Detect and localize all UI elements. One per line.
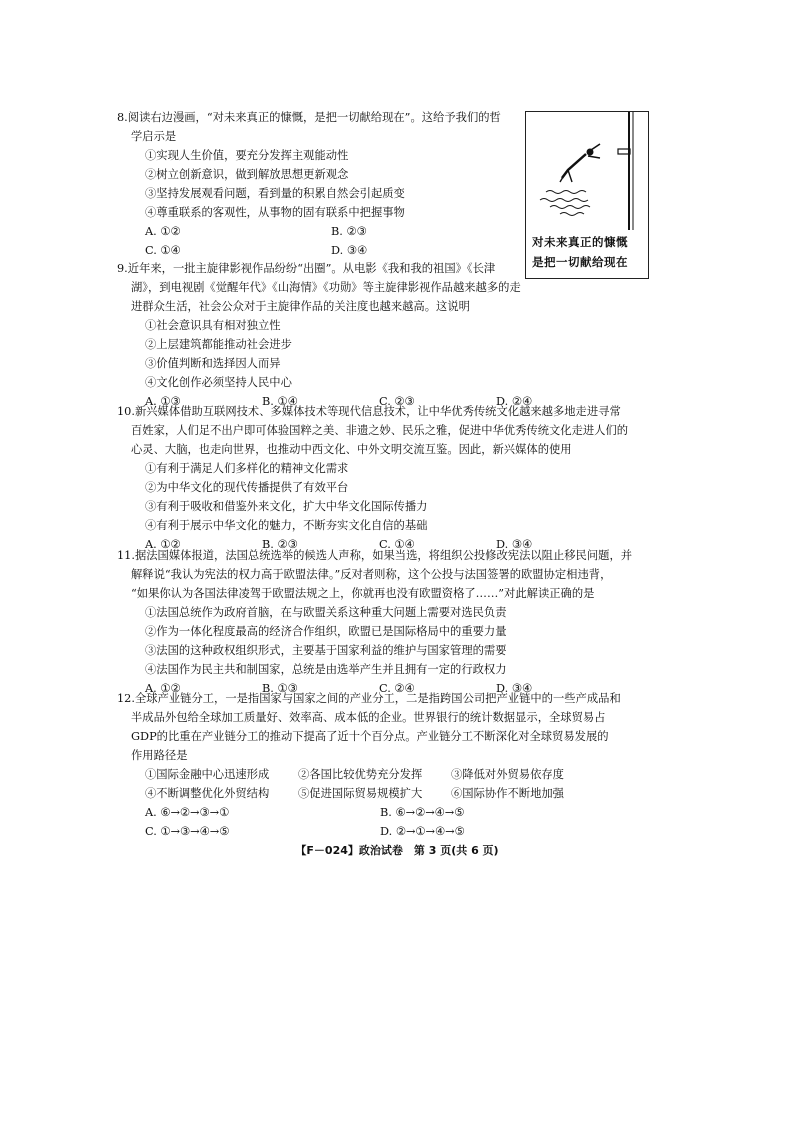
q12-item-3: ③降低对外贸易依存度	[451, 768, 564, 781]
q10-option-1: ①有利于满足人们多样化的精神文化需求	[145, 462, 349, 475]
q11-option-2: ②作为一体化程度最高的经济合作组织，欧盟已是国际格局中的重要力量	[145, 625, 507, 638]
cartoon-caption-line1: 对未来真正的慷慨	[532, 235, 628, 249]
q8-option-2: ②树立创新意识，做到解放思想更新观念	[145, 168, 349, 181]
q9-stem-line3: 进群众生活，社会公众对于主旋律作品的关注度也越来越高。这说明	[131, 300, 470, 313]
q9-choice-c: C. ②③	[379, 395, 415, 408]
q9-stem	[117, 259, 727, 316]
q9-stem-line2: 湖》，到电视剧《觉醒年代》《山海情》《功勋》等主旋律影视作品越来越多的走	[131, 281, 521, 294]
q12-stem-line3: GDP的比重在产业链分工的推动下提高了近十个百分点。产业链分工不断深化对全球贸易发展的	[131, 730, 609, 743]
q11-choice-a: A. ①②	[145, 682, 181, 695]
q12-choice-a: A. ⑥→②→③→①	[145, 806, 230, 819]
q8-option-4: ④尊重联系的客观性，从事物的固有联系中把握事物	[145, 206, 405, 219]
q9-option-4: ④文化创作必须坚持人民中心	[145, 376, 292, 389]
q8-choices-row2	[117, 241, 517, 260]
q12-stem-line2: 半成品外包给全球加工质量好、效率高、成本低的企业。世界银行的统计数据显示，全球贸易占	[131, 711, 606, 724]
q11-stem-line2: 解释说“我认为宪法的权力高于欧盟法律。”反对者则称，这个公投与法国签署的欧盟协定相违背，	[131, 568, 612, 581]
q12-item-2: ②各国比较优势充分发挥	[298, 768, 423, 781]
q11-stem	[117, 546, 727, 603]
q8-choice-d: D. ③④	[331, 244, 368, 257]
question-9	[117, 259, 727, 411]
q8-stem	[117, 108, 517, 146]
q8-choice-c: C. ①④	[145, 244, 181, 257]
q9-choice-a: A. ①③	[145, 395, 181, 408]
q12-choice-c: C. ①→③→④→⑤	[145, 825, 230, 838]
q11-choice-d: D. ③④	[496, 682, 533, 695]
q11-stem-line1: 11.据法国媒体报道，法国总统选举的候选人声称，如果当选，将组织公投修改宪法以阻止移民问题，并	[117, 549, 633, 562]
q10-stem-line1: 10.新兴媒体借助互联网技术、多媒体技术等现代信息技术，让中华优秀传统文化越来越多地走进寻常	[117, 405, 621, 418]
q12-choices-row2	[117, 822, 727, 841]
q10-stem-line2: 百姓家，人们足不出户即可体验国粹之美、非遗之妙、民乐之雅，促进中华优秀传统文化走进人们的	[131, 424, 629, 437]
q10-option-3: ③有利于吸收和借鉴外来文化，扩大中华文化国际传播力	[145, 500, 428, 513]
q9-choice-b: B. ①④	[262, 395, 298, 408]
q8-option-3: ③坚持发展观看问题，看到量的积累自然会引起质变	[145, 187, 405, 200]
question-12	[117, 689, 727, 841]
cartoon-caption-line2: 是把一切献给现在	[532, 255, 628, 269]
q8-choice-b: B. ②③	[331, 225, 367, 238]
q11-choice-b: B. ①③	[262, 682, 298, 695]
q8-stem-line2: 学启示是	[131, 130, 177, 143]
q10-choice-a: A. ①②	[145, 538, 181, 551]
q12-item-6: ⑥国际协作不断地加强	[451, 787, 564, 800]
q11-option-1: ①法国总统作为政府首脑，在与欧盟关系这种重大问题上需要对选民负责	[145, 606, 507, 619]
q9-choice-d: D. ②④	[496, 395, 533, 408]
q12-items-row2	[117, 784, 727, 803]
q10-option-2: ②为中华文化的现代传播提供了有效平台	[145, 481, 349, 494]
q11-stem-line3: “如果你认为各国法律凌驾于欧盟法规之上，你就再也没有欧盟资格了……”对此解读正确的是	[131, 587, 595, 600]
q9-option-1: ①社会意识具有相对独立性	[145, 319, 281, 332]
q12-stem-line4: 作用路径是	[131, 749, 188, 762]
q10-choice-d: D. ③④	[496, 538, 533, 551]
q11-option-4: ④法国作为民主共和制国家，总统是由选举产生并且拥有一定的行政权力	[145, 663, 507, 676]
q12-choices-row1	[117, 803, 727, 822]
q10-choice-b: B. ②③	[262, 538, 298, 551]
q12-choice-b: B. ⑥→②→④→⑤	[380, 806, 465, 819]
q9-option-2: ②上层建筑都能推动社会进步	[145, 338, 292, 351]
cartoon-figure	[525, 111, 649, 279]
q12-items-row1	[117, 765, 727, 784]
q10-stem-line3: 心灵、大脑，也走向世界，也推动中西文化、中外文明交流互鉴。因此，新兴媒体的使用	[131, 443, 572, 456]
q12-stem	[117, 689, 727, 765]
q12-item-1: ①国际金融中心迅速形成	[145, 768, 270, 781]
q12-item-5: ⑤促进国际贸易规模扩大	[298, 787, 423, 800]
q9-stem-line1: 9.近年来，一批主旋律影视作品纷纷“出圈”。从电影《我和我的祖国》《长津	[117, 262, 496, 275]
q8-choices-row1	[117, 222, 517, 241]
question-11	[117, 546, 727, 698]
q9-option-3: ③价值判断和选择因人而异	[145, 357, 281, 370]
page-footer: 【F－024】政治试卷 第 3 页(共 6 页)	[295, 844, 499, 857]
q12-item-4: ④不断调整优化外贸结构	[145, 787, 270, 800]
q8-stem-line1: 8.阅读右边漫画，“对未来真正的慷慨，是把一切献给现在”。这给予我们的哲	[117, 111, 501, 124]
q10-option-4: ④有利于展示中华文化的魅力，不断夯实文化自信的基础	[145, 519, 428, 532]
q8-choice-a: A. ①②	[145, 225, 181, 238]
q10-choice-c: C. ①④	[379, 538, 415, 551]
q12-choice-d: D. ②→①→④→⑤	[380, 825, 465, 838]
question-10	[117, 402, 727, 554]
q12-stem-line1: 12.全球产业链分工，一是指国家与国家之间的产业分工，二是指跨国公司把产业链中的一些产成品和	[117, 692, 621, 705]
question-8	[117, 108, 517, 260]
q10-stem	[117, 402, 727, 459]
q11-choice-c: C. ②④	[379, 682, 415, 695]
q8-option-1: ①实现人生价值，要充分发挥主观能动性	[145, 149, 349, 162]
q11-option-3: ③法国的这种政权组织形式，主要基于国家利益的维护与国家管理的需要	[145, 644, 507, 657]
